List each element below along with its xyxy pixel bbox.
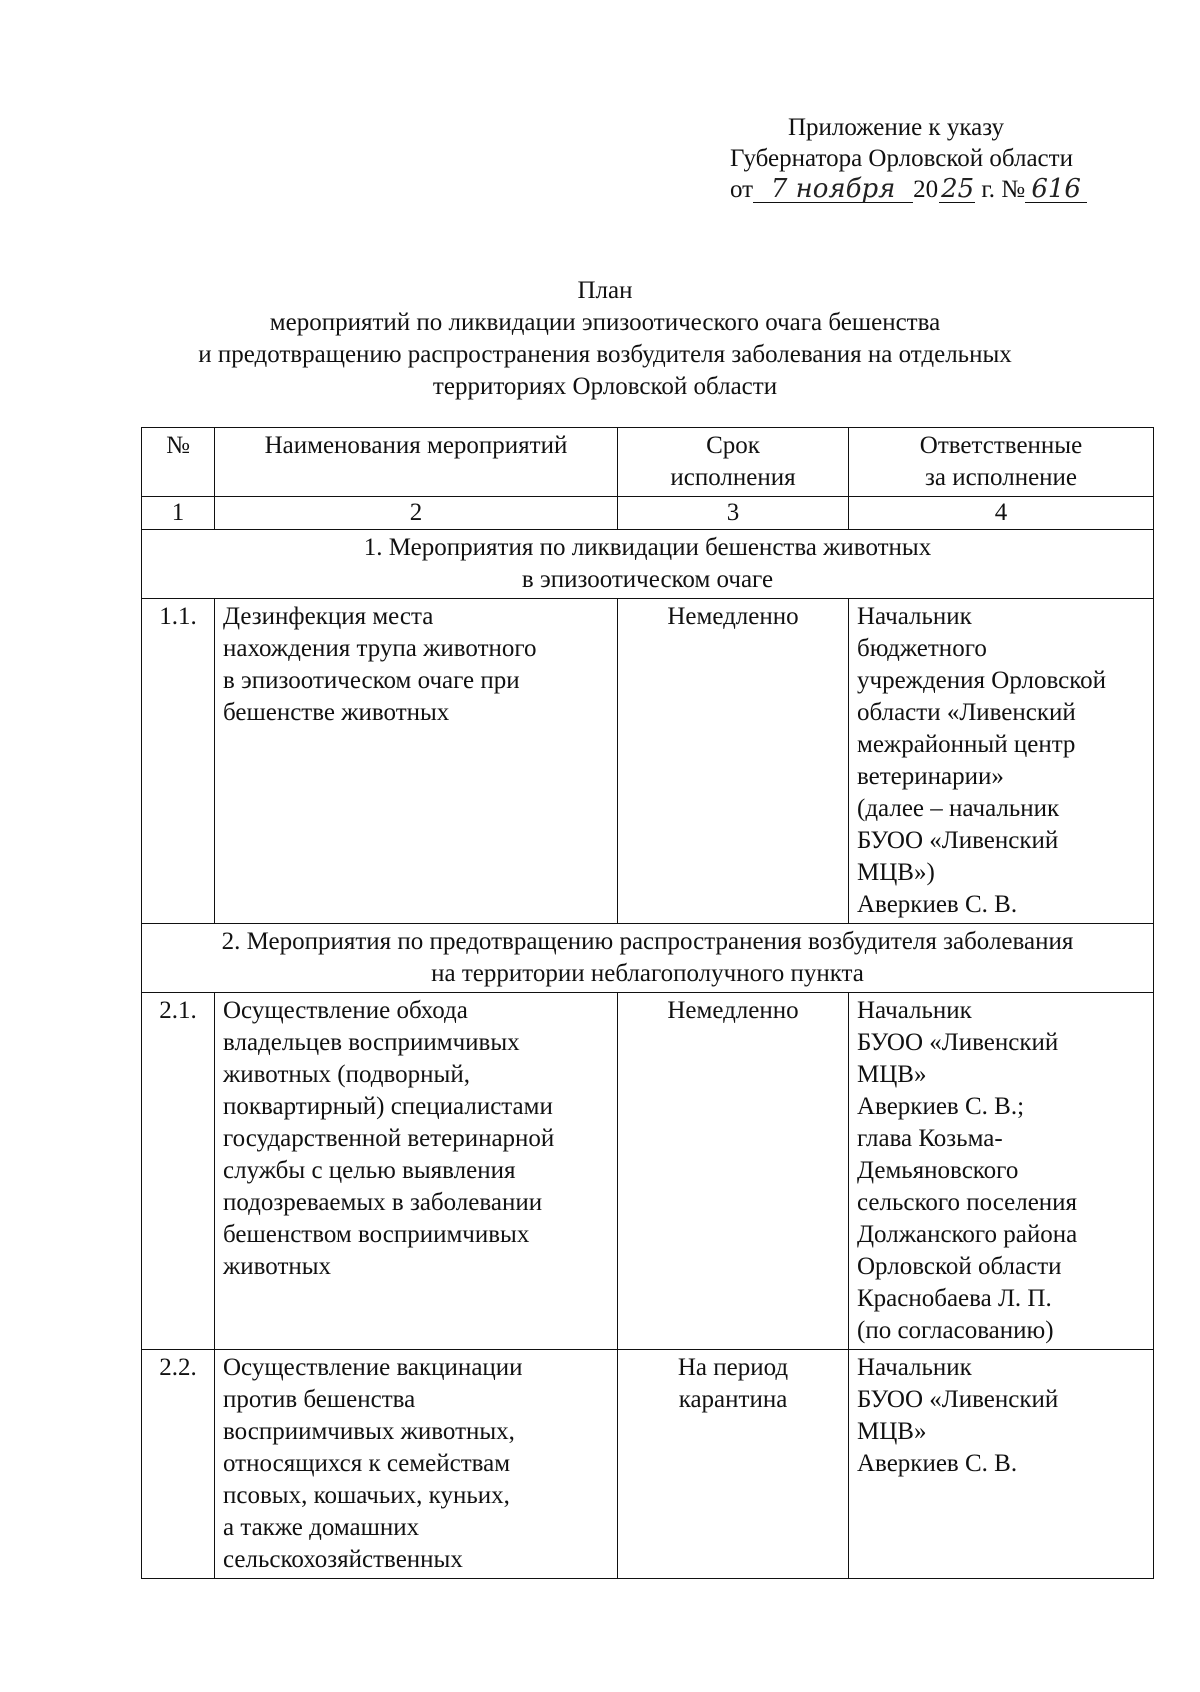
appendix-year-suffix: г. №	[981, 176, 1026, 203]
title-line-4: территориях Орловской области	[432, 373, 778, 400]
row-term: Немедленно	[618, 993, 849, 1350]
column-number-2: 2	[215, 497, 618, 530]
handwritten-number: 616	[1025, 176, 1087, 203]
handwritten-year: 25	[941, 174, 975, 204]
title-line-2: мероприятий по ликвидации эпизоотического очага бешенства	[269, 309, 941, 336]
row-activity: Дезинфекция места нахождения трупа животного в эпизоотическом очаге при бешенстве животных	[215, 599, 618, 924]
table-row	[142, 1350, 1154, 1579]
table-row	[142, 993, 1154, 1350]
appendix-line-1: Приложение к указу	[788, 114, 1005, 141]
appendix-block	[730, 112, 1150, 205]
column-numbers-row	[142, 497, 1154, 530]
header-responsible: Ответственные за исполнение	[849, 428, 1154, 497]
section-row-2	[142, 924, 1154, 993]
appendix-century: 20	[913, 176, 939, 203]
appendix-line-3	[730, 174, 1150, 205]
column-number-4: 4	[849, 497, 1154, 530]
row-activity: Осуществление обхода владельцев восприимчивых животных (подворный, поквартирный) специалистами государственной ветеринарной службы с целью выявления подозреваемых в заболевании бешенством восприимчивых животных	[215, 993, 618, 1350]
document-title	[140, 275, 1070, 403]
column-number-1: 1	[142, 497, 215, 530]
row-activity: Осуществление вакцинации против бешенства восприимчивых животных, относящихся к семействам псовых, кошачьих, куньих, а также домашних сельскохозяйственных	[215, 1350, 618, 1579]
row-responsible: Начальник БУОО «Ливенский МЦВ» Аверкиев С. В.	[849, 1350, 1154, 1579]
row-term: Немедленно	[618, 599, 849, 924]
plan-table	[141, 427, 1154, 1579]
section-2-title: 2. Мероприятия по предотвращению распространения возбудителя заболевания на территории неблагополучного пункта	[142, 924, 1154, 993]
appendix-prefix: от	[730, 176, 754, 203]
row-term: На период карантина	[618, 1350, 849, 1579]
row-responsible: Начальник БУОО «Ливенский МЦВ» Аверкиев С. В.; глава Козьма- Демьяновского сельского поселения Должанского района Орловской области Краснобаева Л. П. (по согласованию)	[849, 993, 1154, 1350]
header-number: №	[142, 428, 215, 497]
table-header-row	[142, 428, 1154, 497]
row-responsible: Начальник бюджетного учреждения Орловской области «Ливенский межрайонный центр ветеринарии» (далее – начальник БУОО «Ливенский МЦВ») Аверкиев С. В.	[849, 599, 1154, 924]
header-activity: Наименования мероприятий	[215, 428, 618, 497]
title-line-3: и предотвращению распространения возбудителя заболевания на отдельных	[198, 341, 1012, 368]
table-row	[142, 599, 1154, 924]
row-number: 2.2.	[142, 1350, 215, 1579]
column-number-3: 3	[618, 497, 849, 530]
header-term: Срок исполнения	[618, 428, 849, 497]
title-line-1: План	[577, 277, 633, 304]
section-row-1	[142, 530, 1154, 599]
row-number: 2.1.	[142, 993, 215, 1350]
appendix-line-2: Губернатора Орловской области	[730, 145, 1073, 172]
row-number: 1.1.	[142, 599, 215, 924]
handwritten-date: 7 ноября	[753, 176, 913, 203]
section-1-title: 1. Мероприятия по ликвидации бешенства животных в эпизоотическом очаге	[142, 530, 1154, 599]
